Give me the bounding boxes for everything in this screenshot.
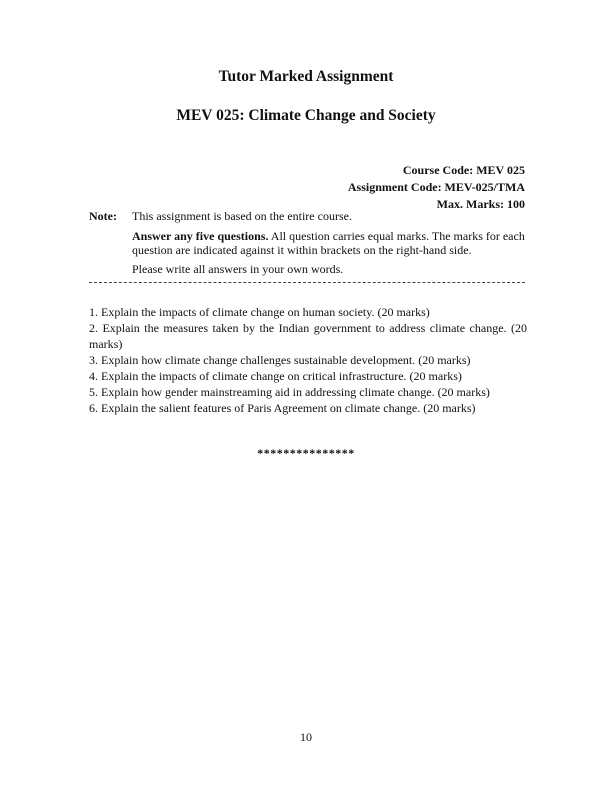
- question-item: 2. Explain the measures taken by the Indian government to address climate change. (20 marks): [89, 321, 527, 351]
- question-item: 1. Explain the impacts of climate change on human society. (20 marks): [89, 305, 430, 319]
- question-item: 4. Explain the impacts of climate change on critical infrastructure. (20 marks): [89, 369, 462, 383]
- page-number: 10: [300, 730, 312, 744]
- question-item: 3. Explain how climate change challenges sustainable development. (20 marks): [89, 353, 471, 367]
- assignment-codes: [348, 162, 525, 213]
- end-marker: ***************: [257, 446, 355, 460]
- note-line-3: Please write all answers in your own words.: [132, 262, 344, 276]
- note-line-1: This assignment is based on the entire course.: [132, 209, 352, 223]
- document-title: Tutor Marked Assignment: [218, 68, 394, 85]
- course-code: Course Code: MEV 025: [402, 163, 525, 177]
- dashed-divider: [89, 282, 525, 283]
- question-item: 5. Explain how gender mainstreaming aid in addressing climate change. (20 marks): [89, 385, 490, 399]
- note-instructions-text: All question carries equal marks. The marks for each question are indicated against it within brackets on the right-hand side.: [132, 229, 525, 257]
- note-label: Note:: [89, 209, 117, 223]
- course-title: MEV 025: Climate Change and Society: [176, 107, 436, 124]
- question-list: [89, 304, 527, 416]
- note-emphasis: Answer any five questions.: [132, 229, 269, 243]
- note-instructions: [132, 229, 527, 257]
- question-item: 6. Explain the salient features of Paris Agreement on climate change. (20 marks): [89, 401, 476, 415]
- max-marks: Max. Marks: 100: [436, 197, 525, 211]
- assignment-code: Assignment Code: MEV-025/TMA: [347, 180, 525, 194]
